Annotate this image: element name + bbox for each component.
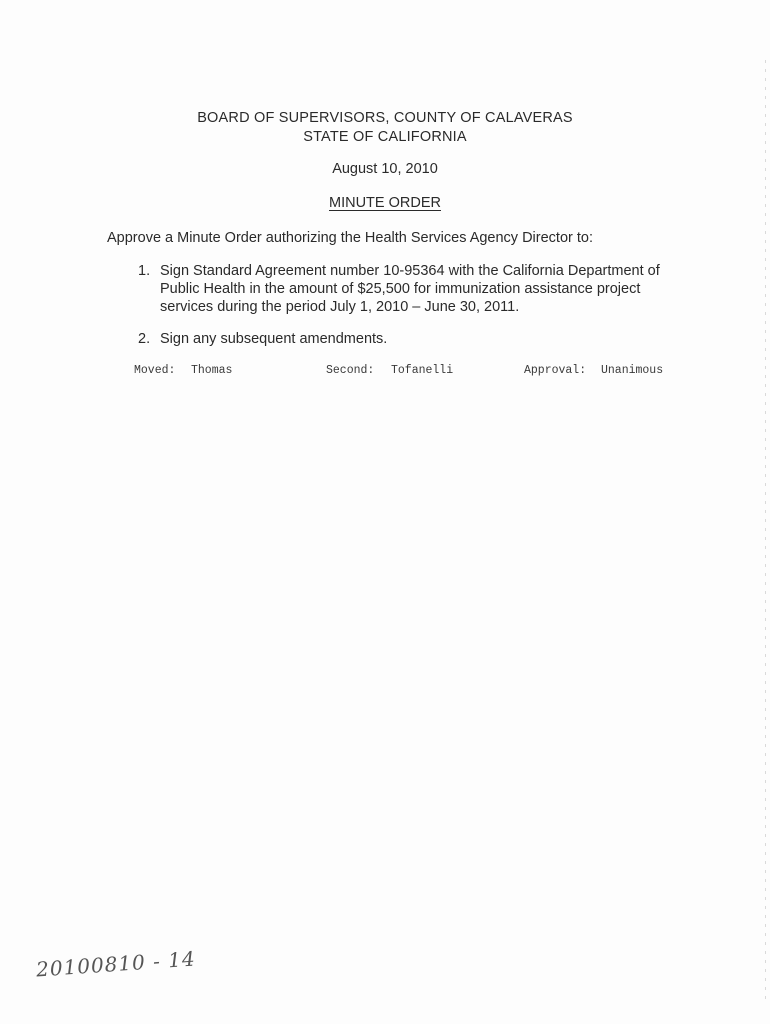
list-item-text <box>160 330 680 348</box>
document-date: August 10, 2010 <box>332 161 438 177</box>
approval-value: Unanimous <box>601 364 664 377</box>
moved-value: Thomas <box>191 364 233 377</box>
intro-text: Approve a Minute Order authorizing the Health Services Agency Director to: <box>107 230 593 246</box>
list-item-line: Sign any subsequent amendments. <box>160 331 388 347</box>
handwritten-note: 20100810 - 14 <box>35 946 197 982</box>
second-label: Second: <box>326 364 375 377</box>
list-item-number: 1. <box>138 263 151 279</box>
heading-text: MINUTE ORDER <box>329 195 441 211</box>
title-line-1: BOARD OF SUPERVISORS, COUNTY OF CALAVERAS <box>197 110 573 126</box>
title-line-2: STATE OF CALIFORNIA <box>303 129 467 145</box>
list-item-number: 2. <box>138 331 151 347</box>
moved-label: Moved: <box>134 364 176 377</box>
list-item-line: services during the period July 1, 2010 – June 30, 2011. <box>160 299 520 315</box>
list-item-text <box>160 262 680 316</box>
list-item-line: Sign Standard Agreement number 10-95364 with the California Department of <box>160 263 660 279</box>
document-heading <box>0 195 770 211</box>
second-value: Tofanelli <box>391 364 454 377</box>
approval-label: Approval: <box>524 364 587 377</box>
list-item-line: Public Health in the amount of $25,500 for immunization assistance project <box>160 281 641 297</box>
